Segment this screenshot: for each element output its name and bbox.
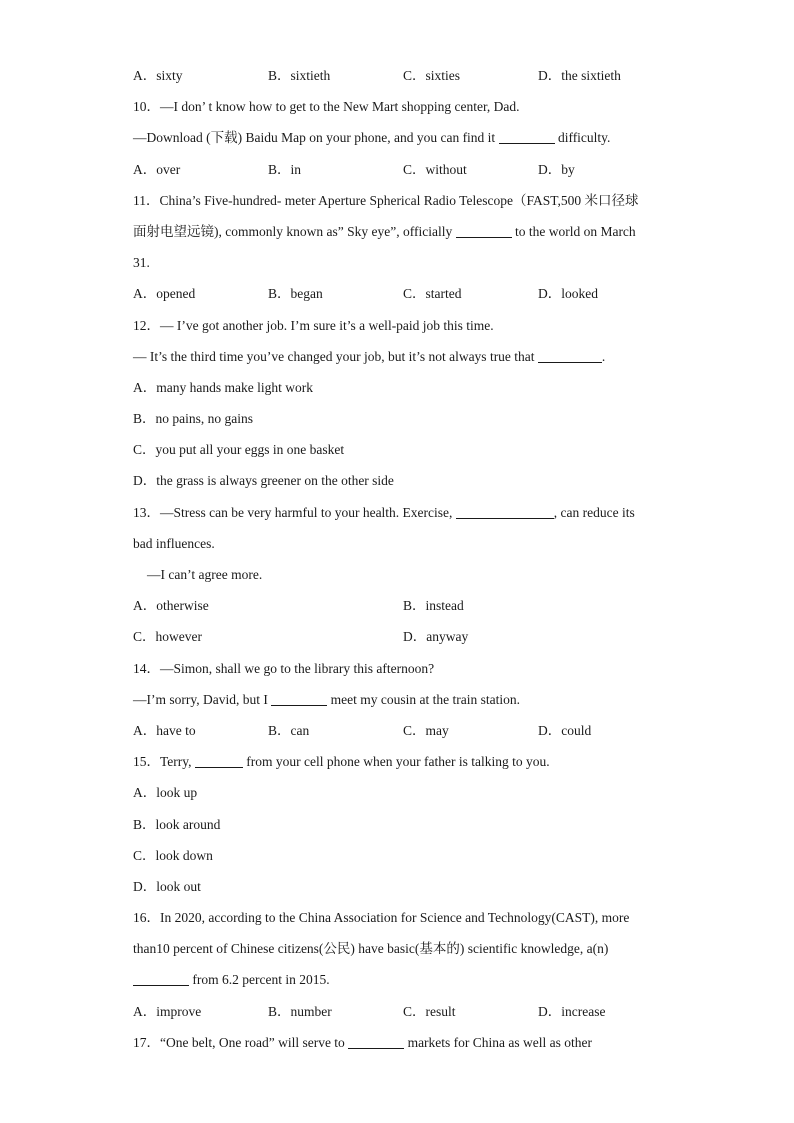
text-line	[133, 684, 673, 715]
text-segment: C．look down	[133, 847, 213, 863]
answer-option[interactable]: A．opened	[133, 286, 196, 302]
text-segment: markets for China as well as other	[404, 1034, 593, 1050]
text-line	[133, 497, 673, 528]
answer-option[interactable]: C．may	[403, 722, 449, 738]
text-line	[133, 746, 673, 777]
answer-options-row	[133, 154, 673, 185]
text-line	[133, 247, 673, 278]
text-line	[133, 341, 673, 372]
answer-option[interactable]: B．number	[268, 1003, 332, 1019]
answer-option[interactable]: D．increase	[538, 1003, 606, 1019]
answer-blank[interactable]	[456, 223, 512, 238]
answer-option[interactable]: C．result	[403, 1003, 456, 1019]
text-line	[133, 122, 673, 153]
answer-option[interactable]: D．by	[538, 161, 575, 177]
text-segment: 10．—I don’ t know how to get to the New Mart shopping center, Dad.	[133, 99, 520, 115]
text-segment: A．many hands make light work	[133, 379, 313, 395]
answer-blank[interactable]	[499, 129, 555, 144]
answer-option[interactable]: B．in	[268, 161, 302, 177]
text-segment: , can reduce its	[553, 504, 635, 520]
text-line	[133, 1027, 673, 1058]
answer-option[interactable]: C．started	[403, 286, 462, 302]
text-line	[133, 528, 673, 559]
text-line	[133, 964, 673, 995]
text-segment: from 6.2 percent in 2015.	[189, 972, 330, 988]
text-line	[133, 777, 673, 808]
answer-option[interactable]: A．sixty	[133, 68, 183, 83]
answer-option[interactable]: A．improve	[133, 1003, 202, 1019]
text-line	[133, 434, 673, 465]
text-line	[133, 902, 673, 933]
text-line	[133, 653, 673, 684]
answer-options-row	[133, 621, 673, 652]
answer-blank[interactable]	[538, 348, 602, 363]
text-segment: from your cell phone when your father is talking to you.	[242, 754, 550, 770]
answer-options-row	[133, 278, 673, 309]
text-segment: —I can’t agree more.	[147, 567, 263, 582]
text-line	[133, 840, 673, 871]
text-segment: A．look up	[133, 785, 198, 801]
text-segment: bad influences.	[133, 535, 215, 551]
answer-option[interactable]: B．instead	[403, 598, 464, 614]
answer-option[interactable]: A．otherwise	[133, 598, 209, 614]
text-segment: 31.	[133, 255, 150, 271]
text-segment: 17．“One belt, One road” will serve to	[133, 1034, 349, 1050]
answer-option[interactable]: C．however	[133, 629, 202, 645]
text-segment: to the world on March	[511, 223, 636, 239]
document-page	[133, 60, 673, 1058]
answer-blank[interactable]	[271, 691, 327, 706]
text-segment: 11．China’s Five-hundred- meter Aperture Spherical Radio Telescope（FAST,500 米口径球	[133, 192, 639, 208]
answer-options-row	[133, 715, 673, 746]
text-segment: 14．—Simon, shall we go to the library this afternoon?	[133, 660, 435, 676]
text-segment: .	[601, 348, 606, 364]
text-line	[133, 372, 673, 403]
text-segment: difficulty.	[554, 130, 611, 146]
text-segment: — It’s the third time you’ve changed your job, but it’s not always true that	[133, 348, 538, 364]
answer-option[interactable]: B．sixtieth	[268, 68, 331, 83]
text-segment: 13．—Stress can be very harmful to your health. Exercise,	[133, 504, 456, 520]
answer-blank[interactable]	[456, 504, 554, 519]
answer-options-row	[133, 60, 673, 91]
text-segment: D．look out	[133, 878, 201, 894]
answer-option[interactable]: D．could	[538, 722, 592, 738]
text-segment: D．the grass is always greener on the other side	[133, 473, 394, 489]
text-segment: 12．— I’ve got another job. I’m sure it’s a well-paid job this time.	[133, 317, 494, 333]
text-line	[133, 933, 673, 964]
text-line	[133, 185, 673, 216]
answer-option[interactable]: D．looked	[538, 286, 598, 302]
answer-blank[interactable]	[133, 971, 189, 986]
text-segment: —Download (下载) Baidu Map on your phone, and you can find it	[133, 130, 499, 146]
text-segment: 15．Terry,	[133, 754, 195, 770]
answer-blank[interactable]	[348, 1034, 404, 1049]
text-line	[133, 871, 673, 902]
text-segment: meet my cousin at the train station.	[327, 691, 520, 707]
text-segment: B．look around	[133, 816, 221, 832]
text-line	[133, 559, 673, 590]
answer-option[interactable]: B．can	[268, 722, 310, 738]
text-segment: C．you put all your eggs in one basket	[133, 442, 345, 458]
text-segment: 面射电望远镜), commonly known as” Sky eye”, officially	[133, 223, 456, 239]
text-segment: 16．In 2020, according to the China Association for Science and Technology(CAST), more	[133, 910, 630, 926]
answer-option[interactable]: C．sixties	[403, 68, 461, 83]
answer-options-row	[133, 996, 673, 1027]
text-segment: than10 percent of Chinese citizens(公民) have basic(基本的) scientific knowledge, a(n)	[133, 941, 609, 957]
answer-option[interactable]: B．began	[268, 286, 323, 302]
answer-option[interactable]: C．without	[403, 161, 467, 177]
answer-options-row	[133, 590, 673, 621]
text-segment: —I’m sorry, David, but I	[133, 691, 272, 707]
answer-option[interactable]: D．the sixtieth	[538, 68, 621, 83]
text-line	[133, 403, 673, 434]
text-line	[133, 216, 673, 247]
text-line	[133, 310, 673, 341]
answer-option[interactable]: A．over	[133, 161, 181, 177]
text-line	[133, 809, 673, 840]
answer-option[interactable]: D．anyway	[403, 629, 469, 645]
answer-blank[interactable]	[195, 753, 243, 768]
text-line	[133, 91, 673, 122]
text-segment: B．no pains, no gains	[133, 411, 253, 427]
answer-option[interactable]: A．have to	[133, 722, 196, 738]
text-line	[133, 465, 673, 496]
